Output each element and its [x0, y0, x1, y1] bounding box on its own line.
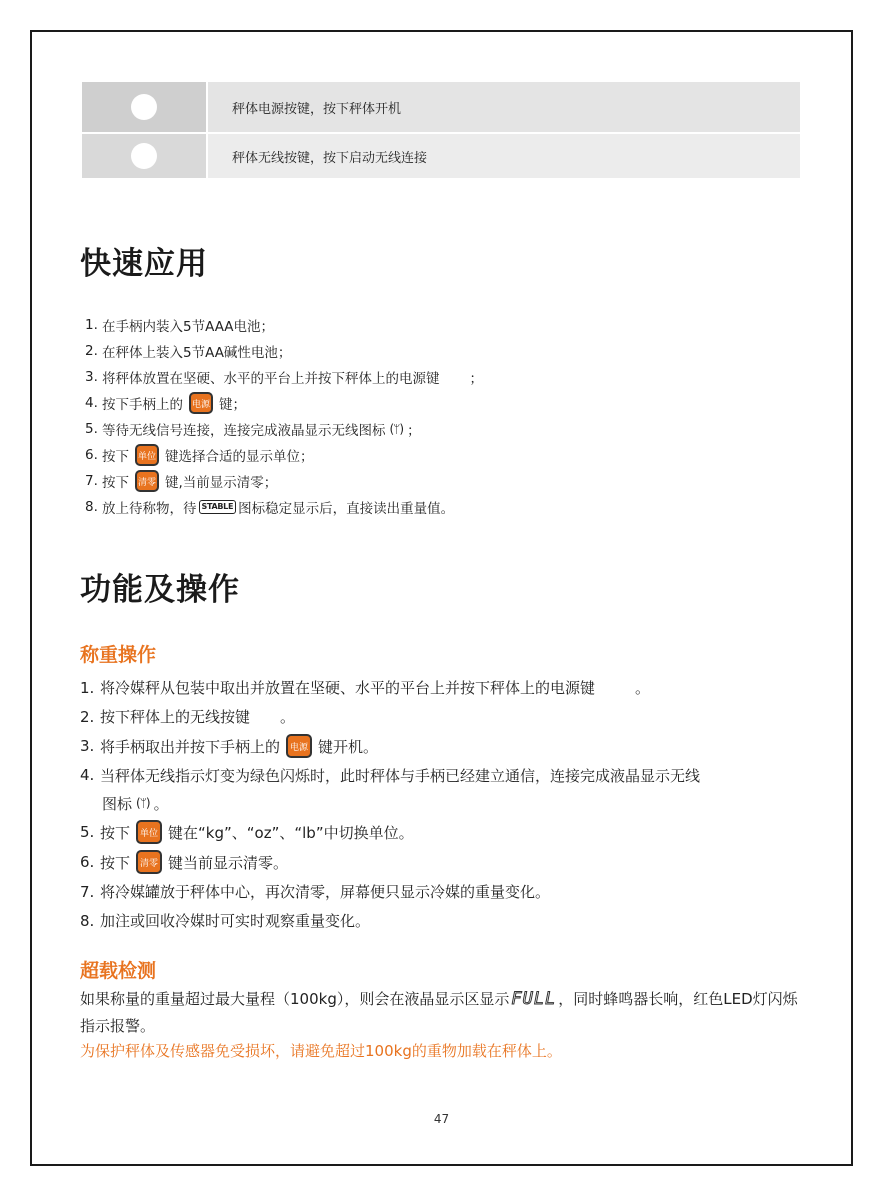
- list-item: [85, 390, 483, 416]
- stable-icon: STABLE: [199, 500, 237, 514]
- step-text: 按下秤体上的无线按键: [100, 708, 251, 726]
- list-item: [85, 442, 483, 468]
- step-number: 8.: [80, 911, 95, 930]
- step-number: 2.: [80, 707, 95, 726]
- step-text: 按下: [100, 823, 131, 842]
- step-text: 按下: [102, 475, 129, 491]
- step-number: 4.: [80, 766, 95, 784]
- step-text-end: 键当前显示清零。: [168, 853, 289, 872]
- step-number: 8.: [85, 499, 98, 515]
- overload-text: 如果称量的重量超过最大量程（100kg），则会在液晶显示区显示: [80, 990, 510, 1008]
- quick-use-steps: [85, 312, 483, 520]
- step-text: 在手柄内装入5节AAA电池；: [102, 319, 275, 335]
- step-text-end: 键；: [219, 397, 246, 413]
- step-text: 加注或回收冷媒时可实时观察重量变化。: [100, 912, 371, 930]
- list-item: [80, 673, 700, 702]
- overload-paragraph: [80, 986, 800, 1040]
- step-text: 按下手柄上的: [102, 397, 183, 413]
- list-item: [85, 338, 483, 364]
- zero-key-icon: 清零: [135, 470, 159, 492]
- power-button-description: 秤体电源按键，按下秤体开机: [208, 82, 800, 132]
- step-number: 7.: [85, 473, 98, 489]
- step-number: 3.: [80, 737, 95, 755]
- wireless-button-cell: [82, 134, 206, 178]
- list-item: [85, 494, 483, 520]
- button-description-table: [82, 82, 800, 178]
- list-item: [80, 847, 700, 877]
- step-text-end: 。: [280, 708, 296, 726]
- list-item: [85, 312, 483, 338]
- table-row: [82, 82, 800, 132]
- unit-key-icon: 单位: [136, 820, 162, 844]
- weighing-title: 称重操作: [80, 644, 157, 666]
- step-text: 当秤体无线指示灯变为绿色闪烁时，此时秤体与手柄已经建立通信，连接完成液晶显示无线: [100, 766, 701, 785]
- unit-key-icon: 单位: [135, 444, 159, 466]
- power-button-icon: [131, 94, 157, 120]
- step-number: 5.: [80, 823, 95, 841]
- power-key-placeholder: [595, 681, 635, 695]
- wireless-signal-icon: (ᛘ): [389, 422, 404, 436]
- wireless-button-description: 秤体无线按键，按下启动无线连接: [208, 134, 800, 178]
- step-text: 按下: [100, 853, 131, 872]
- step-text-end: 图标稳定显示后，直接读出重量值。: [238, 501, 455, 517]
- step-text: 在秤体上装入5节AA碱性电池；: [102, 345, 292, 361]
- step-text: 将冷媒秤从包装中取出并放置在坚硬、水平的平台上并按下秤体上的电源键: [100, 679, 596, 697]
- step-number: 1.: [80, 678, 95, 697]
- power-key-placeholder: [440, 370, 470, 384]
- step-text: 放上待称物，待: [102, 501, 197, 517]
- list-item: [80, 906, 700, 935]
- wireless-button-icon: [131, 143, 157, 169]
- overload-warning: 为保护秤体及传感器免受损坏，请避免超过100kg的重物加载在秤体上。: [80, 1042, 562, 1060]
- step-text: 将秤体放置在坚硬、水平的平台上并按下秤体上的电源键: [102, 371, 440, 387]
- weighing-steps: [80, 673, 700, 935]
- page-number: 47: [433, 1112, 450, 1126]
- overload-title: 超载检测: [80, 960, 157, 982]
- step-text-end: 键,当前显示清零；: [165, 475, 278, 491]
- power-key-icon: 电源: [189, 392, 213, 414]
- power-key-icon: 电源: [286, 734, 312, 758]
- step-number: 6.: [80, 853, 95, 871]
- list-item: [80, 817, 700, 847]
- step-line-continued: [80, 789, 700, 817]
- full-display-icon: FULL: [511, 989, 557, 1009]
- step-text: 将冷媒罐放于秤体中心，再次清零，屏幕便只显示冷媒的重量变化。: [100, 883, 551, 901]
- step-text: 图标: [102, 794, 133, 813]
- step-text: 等待无线信号连接，连接完成液晶显示无线图标: [102, 423, 386, 439]
- functions-title: 功能及操作: [80, 572, 240, 608]
- wireless-key-placeholder: [250, 710, 280, 724]
- step-text: 按下: [102, 449, 129, 465]
- list-item: [80, 702, 700, 731]
- step-text-end: ；: [407, 423, 421, 439]
- list-item: [85, 468, 483, 494]
- zero-key-icon: 清零: [136, 850, 162, 874]
- step-text-end: ；: [469, 371, 483, 387]
- step-text-end: 键开机。: [318, 737, 379, 756]
- step-number: 4.: [85, 395, 98, 411]
- table-row: [82, 134, 800, 178]
- step-number: 1.: [85, 317, 98, 333]
- step-text-end: 。: [635, 679, 651, 697]
- list-item: [80, 877, 700, 906]
- step-number: 5.: [85, 421, 98, 437]
- list-item: [80, 731, 700, 761]
- step-number: 3.: [85, 369, 98, 385]
- step-text-end: 键在“kg”、“oz”、“lb”中切换单位。: [168, 823, 414, 842]
- list-item: [80, 761, 700, 817]
- step-number: 7.: [80, 882, 95, 901]
- list-item: [85, 416, 483, 442]
- overload-text-end: ，同时蜂鸣器长响，红色LED灯闪烁指示报警。: [80, 990, 798, 1035]
- list-item: [85, 364, 483, 390]
- wireless-signal-icon: (ᛘ): [136, 796, 150, 810]
- step-text: 将手柄取出并按下手柄上的: [100, 737, 281, 756]
- power-button-cell: [82, 82, 206, 132]
- step-number: 2.: [85, 343, 98, 359]
- step-text-end: 键选择合适的显示单位；: [165, 449, 314, 465]
- step-number: 6.: [85, 447, 98, 463]
- quick-use-title: 快速应用: [80, 246, 208, 282]
- step-line: [80, 761, 700, 789]
- step-text-end: 。: [153, 794, 169, 813]
